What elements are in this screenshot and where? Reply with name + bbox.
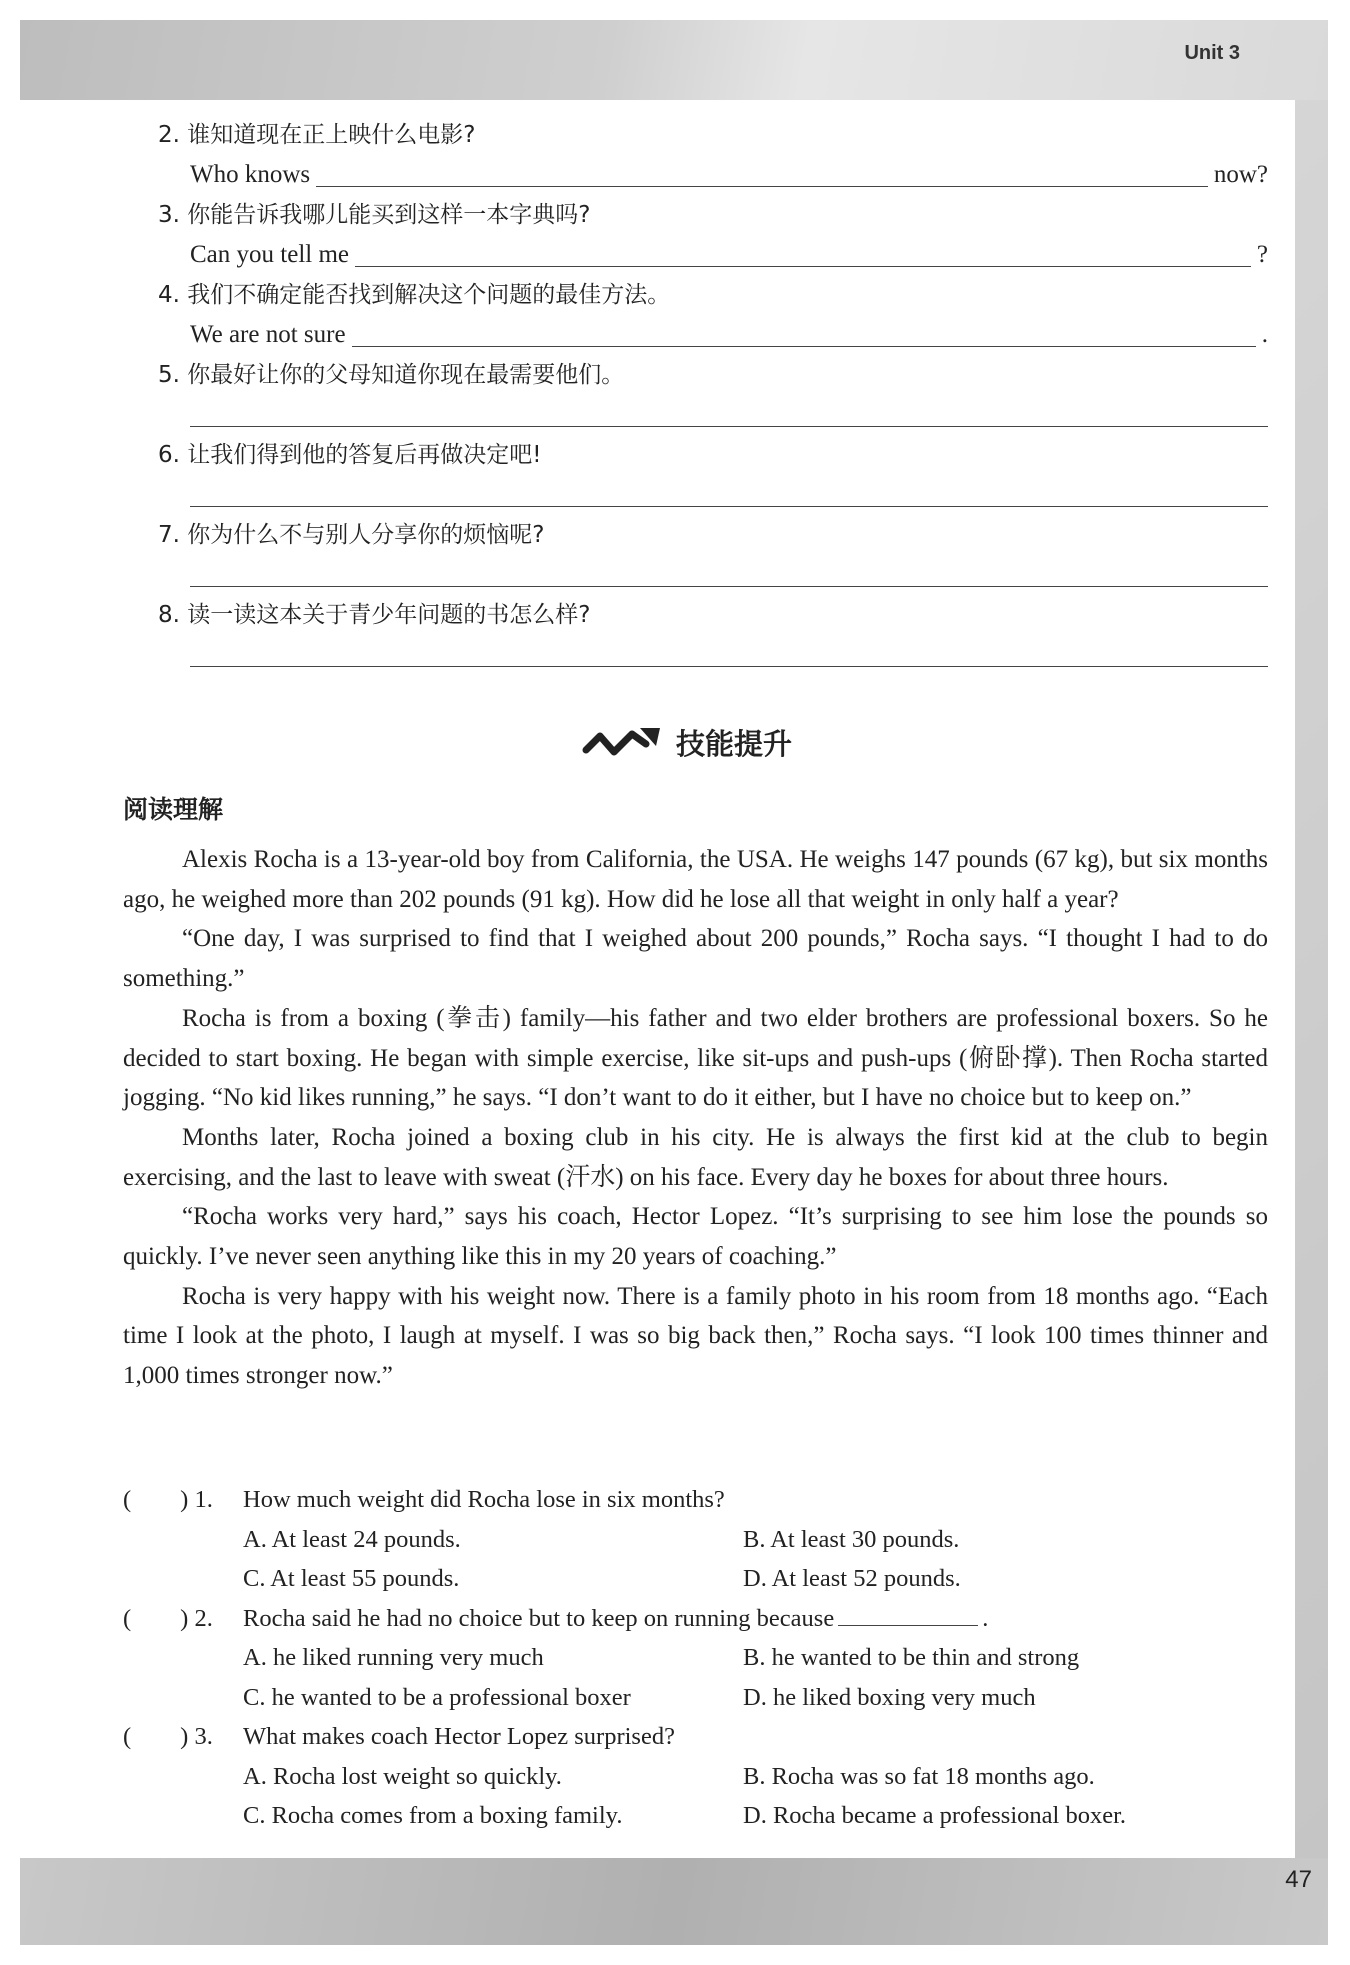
reading-subtitle: 阅读理解 <box>123 795 224 824</box>
translation-chinese: 你为什么不与别人分享你的烦恼呢? <box>187 522 545 548</box>
answer-line[interactable] <box>190 505 1268 507</box>
passage-paragraph: “Rocha works very hard,” says his coach, Hector Lopez. “It’s surprising to see him lose the pounds so quickly. I’ve never seen anything like this in my 20 years of coaching.” <box>123 1203 1268 1271</box>
translation-item-5: 5. 你最好让你的父母知道你现在最需要他们。 <box>158 355 1268 427</box>
option[interactable]: A. he liked running very much <box>243 1644 544 1671</box>
translation-chinese: 我们不确定能否找到解决这个问题的最佳方法。 <box>187 282 671 308</box>
option[interactable]: A. At least 24 pounds. <box>243 1525 461 1553</box>
section-title: 技能提升 <box>582 722 792 763</box>
passage-paragraph: “One day, I was surprised to find that I weighed about 200 pounds,” Rocha says. “I thought I had to do something.” <box>123 925 1268 993</box>
answer-blank[interactable] <box>352 345 1256 347</box>
translation-item-4: 4. 我们不确定能否找到解决这个问题的最佳方法。 We are not sure . <box>158 282 1268 348</box>
translation-chinese: 谁知道现在正上映什么电影? <box>187 122 476 148</box>
passage-paragraph: Months later, Rocha joined a boxing club in his city. He is always the first kid at the club to begin exercising, and the last to leave with sweat (汗水) on his face. Every day he boxes for about three hours. <box>123 1123 1268 1191</box>
translation-item-6: 6. 让我们得到他的答复后再做决定吧! <box>158 435 1268 507</box>
option[interactable]: A. Rocha lost weight so quickly. <box>243 1762 562 1790</box>
option[interactable]: C. he wanted to be a professional boxer <box>243 1683 631 1711</box>
question-1 <box>123 1480 1268 1520</box>
translation-chinese: 读一读这本关于青少年问题的书怎么样? <box>187 602 591 628</box>
header-band <box>20 20 1328 100</box>
option[interactable]: C. At least 55 pounds. <box>243 1565 460 1592</box>
option[interactable]: B. At least 30 pounds. <box>743 1525 960 1553</box>
answer-blank[interactable] <box>316 185 1208 187</box>
question-stem: How much weight did Rocha lose in six months? <box>243 1486 725 1513</box>
passage-paragraph: Rocha is very happy with his weight now. There is a family photo in his room from 18 months ago. “Each time I look at the photo, I laugh at myself. I was so big back then,” Rocha says. “I look 100 times thinner and 1,000 times stronger now.” <box>123 1282 1268 1390</box>
translation-item-3: 3. 你能告诉我哪儿能买到这样一本字典吗? Can you tell me ? <box>158 202 1268 268</box>
option[interactable]: B. he wanted to be thin and strong <box>743 1644 1080 1671</box>
reading-passage <box>123 840 1268 1396</box>
option[interactable]: D. Rocha became a professional boxer. <box>743 1802 1127 1829</box>
translation-item-7: 7. 你为什么不与别人分享你的烦恼呢? <box>158 515 1268 587</box>
footer-band <box>20 1858 1328 1945</box>
question-3 <box>123 1717 1268 1757</box>
translation-chinese: 你最好让你的父母知道你现在最需要他们。 <box>187 362 625 388</box>
answer-paren[interactable]: ( ) 2. <box>123 1604 213 1632</box>
answer-paren[interactable]: ( ) 3. <box>123 1723 213 1750</box>
unit-label: Unit 3 <box>1184 42 1240 64</box>
option[interactable]: B. Rocha was so fat 18 months ago. <box>743 1762 1095 1790</box>
trend-arrow-icon <box>582 724 662 762</box>
option[interactable]: D. At least 52 pounds. <box>743 1565 961 1592</box>
translation-chinese: 你能告诉我哪儿能买到这样一本字典吗? <box>187 202 591 228</box>
passage-paragraph: Alexis Rocha is a 13-year-old boy from California, the USA. He weighs 147 pounds (67 kg), but six months ago, he weighed more than 202 pounds (91 kg). How did he lose all that weight in only half a year? <box>123 846 1268 913</box>
answer-paren[interactable]: ( ) 1. <box>123 1486 213 1513</box>
answer-line[interactable] <box>190 425 1268 427</box>
translation-item-2: 2. 谁知道现在正上映什么电影? Who knows now? <box>158 122 1268 188</box>
option[interactable]: C. Rocha comes from a boxing family. <box>243 1802 623 1829</box>
answer-line[interactable] <box>190 665 1268 667</box>
question-stem: What makes coach Hector Lopez surprised? <box>243 1723 675 1750</box>
question-stem: Rocha said he had no choice but to keep on running because <box>243 1604 835 1632</box>
option[interactable]: D. he liked boxing very much <box>743 1683 1036 1711</box>
answer-blank[interactable] <box>355 265 1251 267</box>
answer-line[interactable] <box>190 585 1268 587</box>
question-list <box>123 1480 1268 1836</box>
answer-blank[interactable] <box>838 1599 978 1626</box>
translation-chinese: 让我们得到他的答复后再做决定吧! <box>187 442 542 468</box>
passage-paragraph: Rocha is from a boxing (拳击) family—his father and two elder brothers are professional boxers. So he decided to start boxing. He began with simple exercise, like sit-ups and push-ups (俯卧撑). Then Rocha started jogging. “No kid likes running,” he says. “I don’t want to do it either, but I have no choice but to keep on.” <box>123 1004 1268 1112</box>
translation-item-8: 8. 读一读这本关于青少年问题的书怎么样? <box>158 595 1268 667</box>
question-2: ( ) 2. Rocha said he had no choice but to keep on running because . <box>123 1599 1268 1639</box>
page-number: 47 <box>1285 1866 1312 1893</box>
